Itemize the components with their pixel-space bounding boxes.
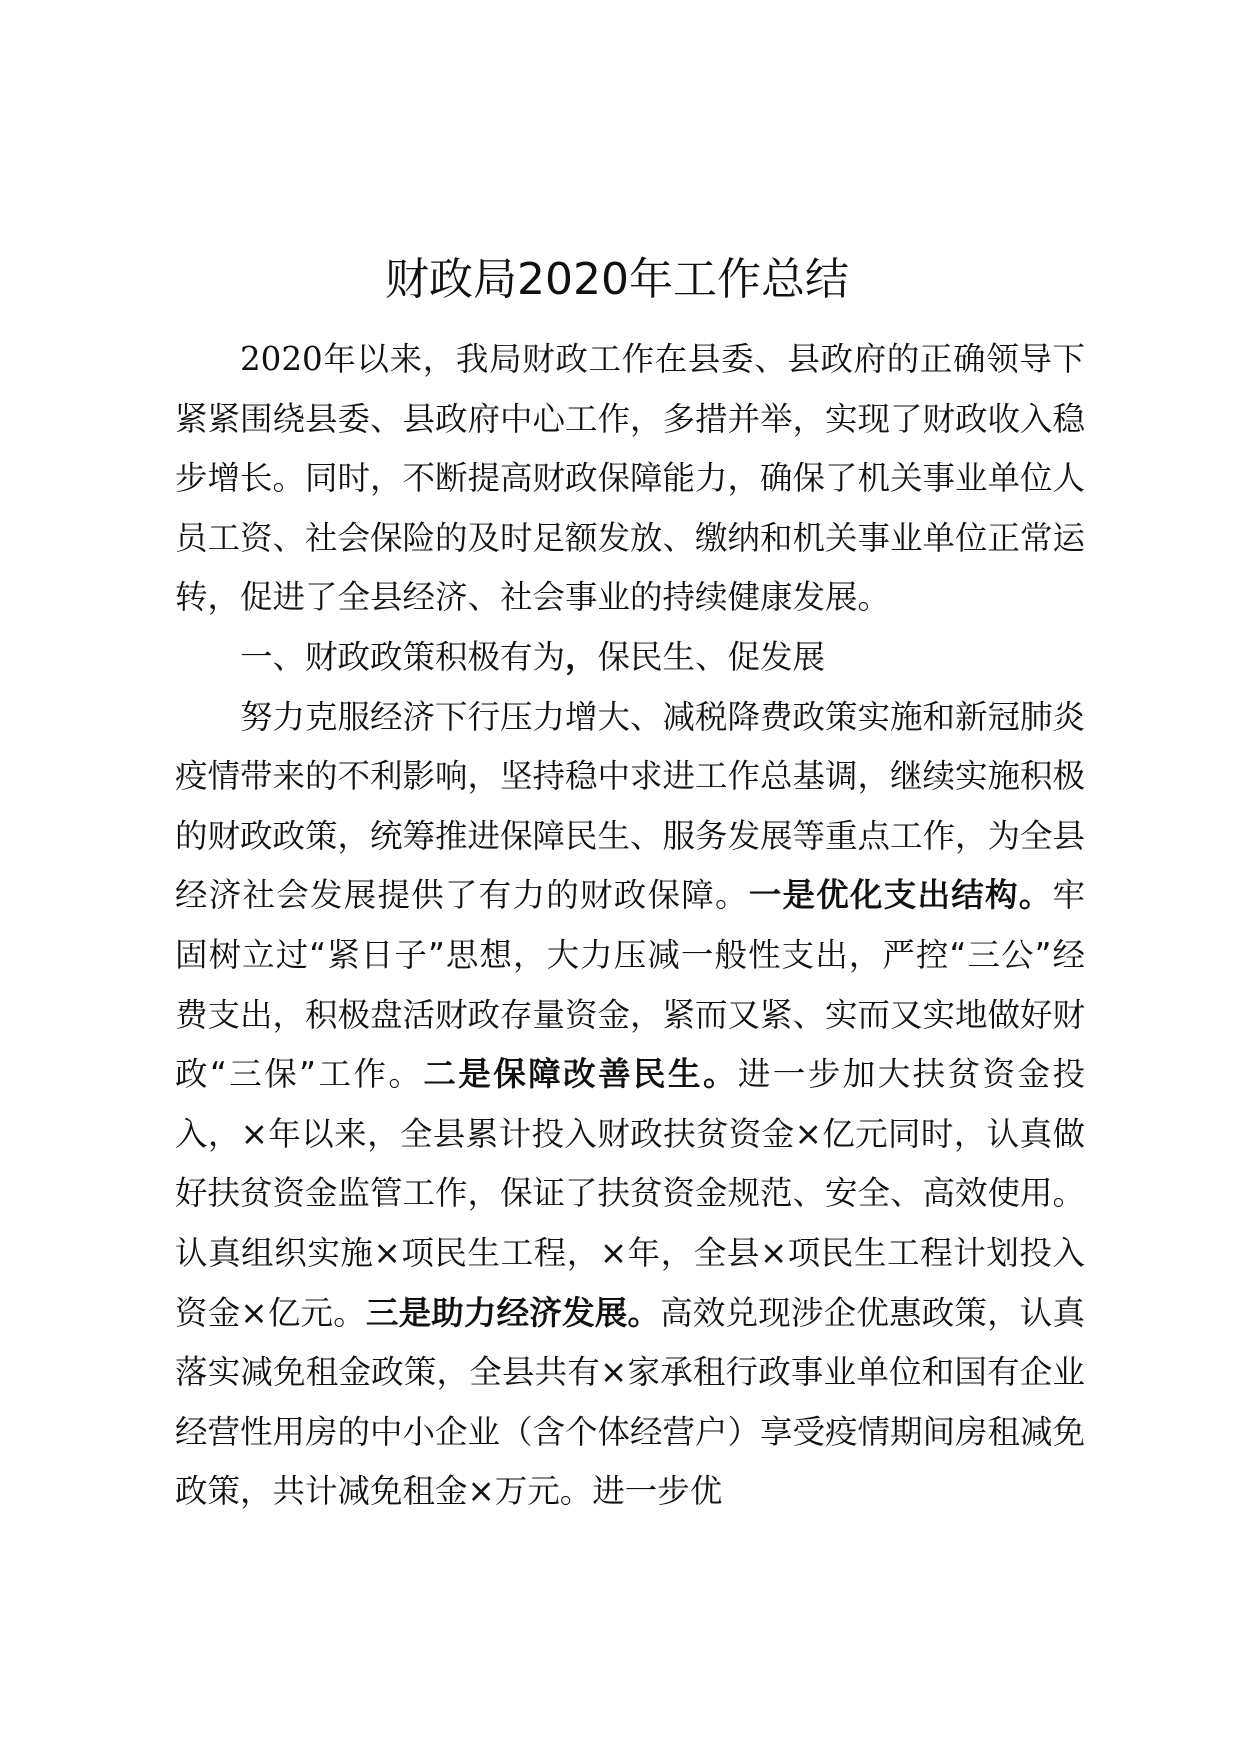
text-segment: 年以来，我局财政工作在县委、县政府的正确领导下紧紧围绕县委、县政府中心工作，多措并举，实现了财政收入稳步增长。同时，不断提高财政保障能力，确保了机关事业单位人员工资、社会保险的及时足额发放、缴纳和机关事业单位正常运转，促进了全县经济、社会事业的持续健康发展。: [175, 340, 1086, 617]
text-segment: 努力克服经济下行压力增大、减税降费政策实施和新冠肺炎疫情带来的不利影响，坚持稳中求进工作总基调，继续实施积极的财政政策，统筹推进保障民生、服务发展等重点工作，为全县经济社会发展提供了有力的财政保障。: [175, 697, 1086, 915]
document-body: [175, 330, 1085, 1522]
paragraph-1: [175, 330, 1085, 628]
text-segment: 高效兑现涉企优惠政策，认真落实减免租金政策，全县共有×家承租行政事业单位和国有企业经营性用房的中小企业（含个体经营户）享受疫情期间房租减免政策，共计减免租金×万元。进一步优: [175, 1293, 1086, 1511]
paragraph-3: [175, 688, 1085, 1522]
text-segment: 一、财政政策积极有为: [240, 637, 566, 676]
text-segment: 牢固树立过“紧日子”思想，大力压减一般性支出，严控“三公”经费支出，积极盘活财政存量资金，紧而又紧、实而又实地做好财政“三保”工作。: [175, 876, 1086, 1094]
text-segment: 2020: [240, 340, 323, 378]
paragraph-2: [175, 628, 1085, 688]
document-title: 财政局2020年工作总结: [385, 254, 849, 305]
bold-phrase: 二是保障改善民生。: [423, 1055, 738, 1094]
bold-phrase: 一是优化支出结构。: [748, 876, 1053, 915]
bold-phrase: 三是助力经济发展。: [365, 1293, 661, 1332]
text-segment: 保民生、促发展: [597, 637, 826, 676]
bold-phrase: ，: [565, 637, 598, 676]
text-segment: 进一步加大扶贫资金投入，×年以来，全县累计投入财政扶贫资金×亿元同时，认真做好扶贫资金监管工作，保证了扶贫资金规范、安全、高效使用。认真组织实施×项民生工程，×年，全县×项民生工程计划投入资金×亿元。: [175, 1055, 1086, 1332]
